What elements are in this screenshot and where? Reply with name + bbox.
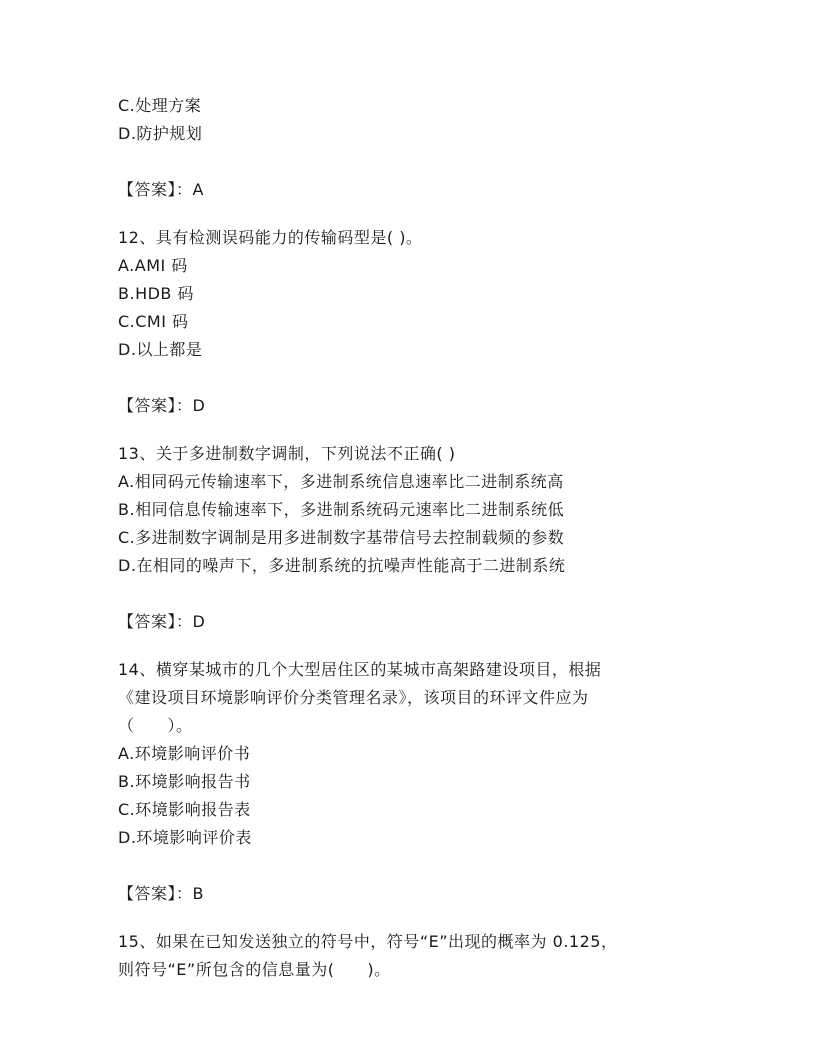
question-stem-line-1: 14、横穿某城市的几个大型居住区的某城市高架路建设项目，根据 <box>118 660 602 679</box>
answer-line: 【答案】：D <box>118 396 206 415</box>
question-11 <box>118 92 698 204</box>
option-d: D.环境影响评价表 <box>118 828 252 847</box>
option-a: A.环境影响评价书 <box>118 744 251 763</box>
question-stem: 13、关于多进制数字调制，下列说法不正确( ) <box>118 444 456 463</box>
question-14 <box>118 656 698 908</box>
question-stem-line-2: 《建设项目环境影响评价分类管理名录》，该项目的环评文件应为 <box>118 688 589 707</box>
option-a: A.AMI 码 <box>118 256 188 275</box>
option-a: A.相同码元传输速率下，多进制系统信息速率比二进制系统高 <box>118 472 564 491</box>
answer-line: 【答案】：D <box>118 612 206 631</box>
document-page <box>118 92 698 984</box>
question-stem: 12、具有检测误码能力的传输码型是( )。 <box>118 228 423 247</box>
option-c: C.处理方案 <box>118 96 202 115</box>
answer-line: 【答案】：A <box>118 180 204 199</box>
option-c: C.环境影响报告表 <box>118 800 251 819</box>
question-stem-line-3: （ ）。 <box>118 716 193 735</box>
option-d: D.在相同的噪声下，多进制系统的抗噪声性能高于二进制系统 <box>118 556 566 575</box>
option-b: B.HDB 码 <box>118 284 194 303</box>
question-stem-line-1: 15、如果在已知发送独立的符号中，符号“E”出现的概率为 0.125， <box>118 932 618 951</box>
option-b: B.环境影响报告书 <box>118 772 251 791</box>
question-12 <box>118 224 698 420</box>
option-c: C.CMI 码 <box>118 312 189 331</box>
option-d: D.防护规划 <box>118 124 203 143</box>
answer-line: 【答案】：B <box>118 884 204 903</box>
question-stem-line-2: 则符号“E”所包含的信息量为( )。 <box>118 960 391 979</box>
question-13 <box>118 440 698 636</box>
option-b: B.相同信息传输速率下，多进制系统码元速率比二进制系统低 <box>118 500 565 519</box>
option-c: C.多进制数字调制是用多进制数字基带信号去控制载频的参数 <box>118 528 565 547</box>
option-d: D.以上都是 <box>118 340 203 359</box>
question-15 <box>118 928 698 984</box>
